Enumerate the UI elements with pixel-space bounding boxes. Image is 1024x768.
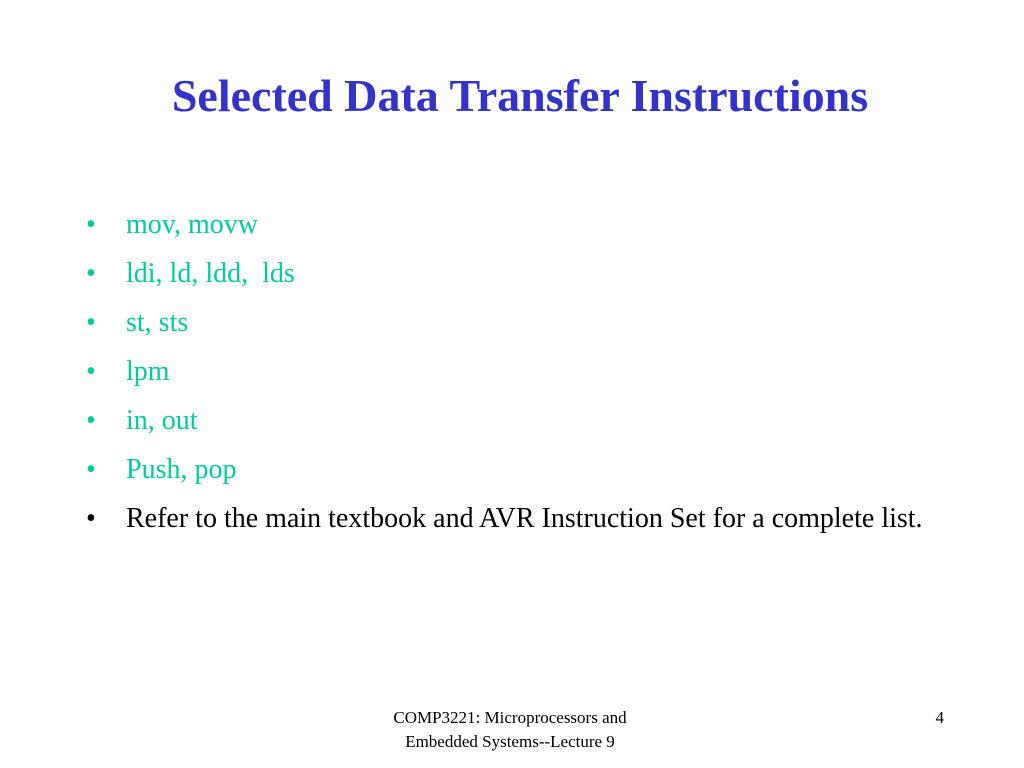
bullet-item (86, 445, 946, 494)
footer-line: COMP3221: Microprocessors and (393, 708, 627, 727)
bullet-item (86, 494, 946, 544)
bullet-item (86, 347, 946, 396)
bullet-dot-icon: • (86, 356, 96, 387)
page-number: 4 (935, 708, 944, 727)
bullet-item (86, 396, 946, 445)
bullet-dot-icon: • (86, 307, 96, 338)
bullet-dot-icon: • (86, 405, 96, 436)
bullet-dot-icon: • (86, 209, 96, 240)
bullet-text: Refer to the main textbook and AVR Instruction Set for a complete list. (126, 503, 923, 534)
bullet-item (86, 249, 946, 298)
bullet-text: lpm (126, 356, 170, 387)
bullet-text: ldi, ld, ldd, lds (126, 258, 295, 289)
bullet-item (86, 298, 946, 347)
bullet-dot-icon: • (86, 454, 96, 485)
footer-line: Embedded Systems--Lecture 9 (405, 732, 615, 751)
bullet-dot-icon: • (86, 503, 96, 534)
bullet-item (86, 200, 946, 249)
bullet-text: mov, movw (126, 209, 258, 240)
bullet-list (86, 200, 946, 544)
bullet-text: in, out (126, 405, 198, 436)
bullet-dot-icon: • (86, 258, 96, 289)
bullet-text: st, sts (126, 307, 189, 338)
slide-title: Selected Data Transfer Instructions (171, 70, 869, 121)
bullet-text: Push, pop (126, 454, 237, 485)
slide-footer (340, 706, 680, 754)
